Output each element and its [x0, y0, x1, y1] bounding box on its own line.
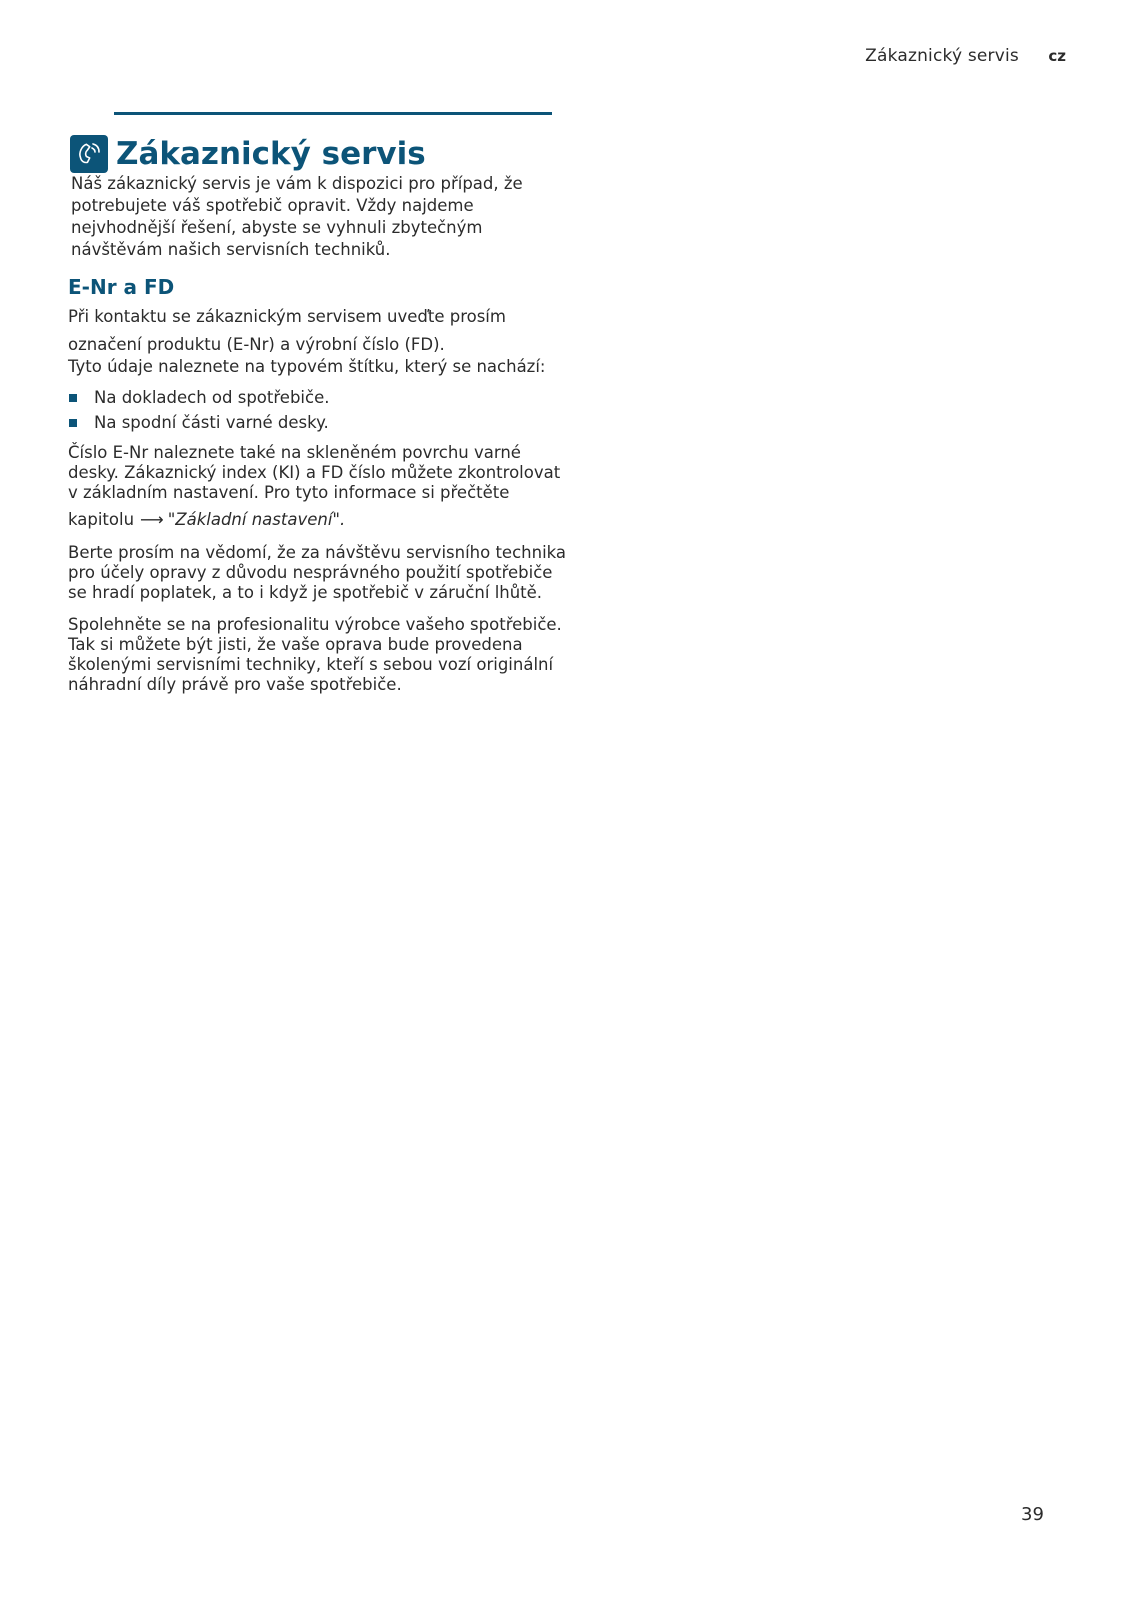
chapter-reference-lead: kapitolu [68, 510, 135, 529]
fee-notice-paragraph: Berte prosím na vědomí, že za návštěvu servisního technika pro účely opravy z důvodu nesprávného použití spotřebiče se hradí poplatek, a to i když je spotřebič v záruční lhůtě. [68, 543, 567, 602]
chapter-reference-line [68, 509, 568, 531]
phone-icon [70, 135, 108, 173]
list-item-text: Na spodní části varné desky. [94, 413, 329, 432]
enr-glass-paragraph: Číslo E-Nr naleznete také na skleněném povrchu varné desky. Zákaznický index (KI) a FD číslo můžete zkontrolovat v základním nastavení. Pro tyto informace si přečtěte [68, 443, 561, 502]
professionalism-paragraph: Spolehněte se na profesionalitu výrobce vašeho spotřebiče. Tak si můžete být jisti, že vaše oprava bude provedena školenými servisními techniky, kteří s sebou vozí originální náhradní díly právě pro vaše spotřebiče. [68, 615, 562, 694]
enr-instruction-line-1: Při kontaktu se zákaznickým servisem uveďte prosím [68, 307, 506, 326]
page-title: Zákaznický servis [116, 135, 426, 172]
running-header [865, 46, 1066, 66]
square-bullet-icon [69, 394, 77, 402]
running-header-title: Zákaznický servis [865, 46, 1019, 66]
enr-instruction-line-2: označení produktu (E-Nr) a výrobní číslo (FD). [68, 335, 445, 354]
list-item [68, 386, 568, 410]
square-bullet-icon [69, 419, 77, 427]
section-rule [114, 112, 552, 115]
list-item-text: Na dokladech od spotřebiče. [94, 388, 330, 407]
arrow-right-icon: ⟶ [140, 510, 164, 529]
subheading-enr-fd: E-Nr a FD [68, 275, 175, 299]
language-code: cz [1048, 47, 1066, 65]
chapter-reference-link[interactable]: "Základní nastavení". [167, 510, 346, 529]
list-item [68, 411, 568, 435]
location-list [68, 386, 568, 435]
page-number: 39 [1021, 1504, 1044, 1525]
content-column [68, 173, 568, 695]
enr-instruction-line-3: Tyto údaje naleznete na typovém štítku, který se nachází: [68, 357, 546, 376]
intro-paragraph: Náš zákaznický servis je vám k dispozici pro případ, že potrebujete váš spotřebič opravit. Vždy najdeme nejvhodnější řešení, abyste se vyhnuli zbytečným návštěvám našich servisních techniků. [71, 174, 523, 259]
